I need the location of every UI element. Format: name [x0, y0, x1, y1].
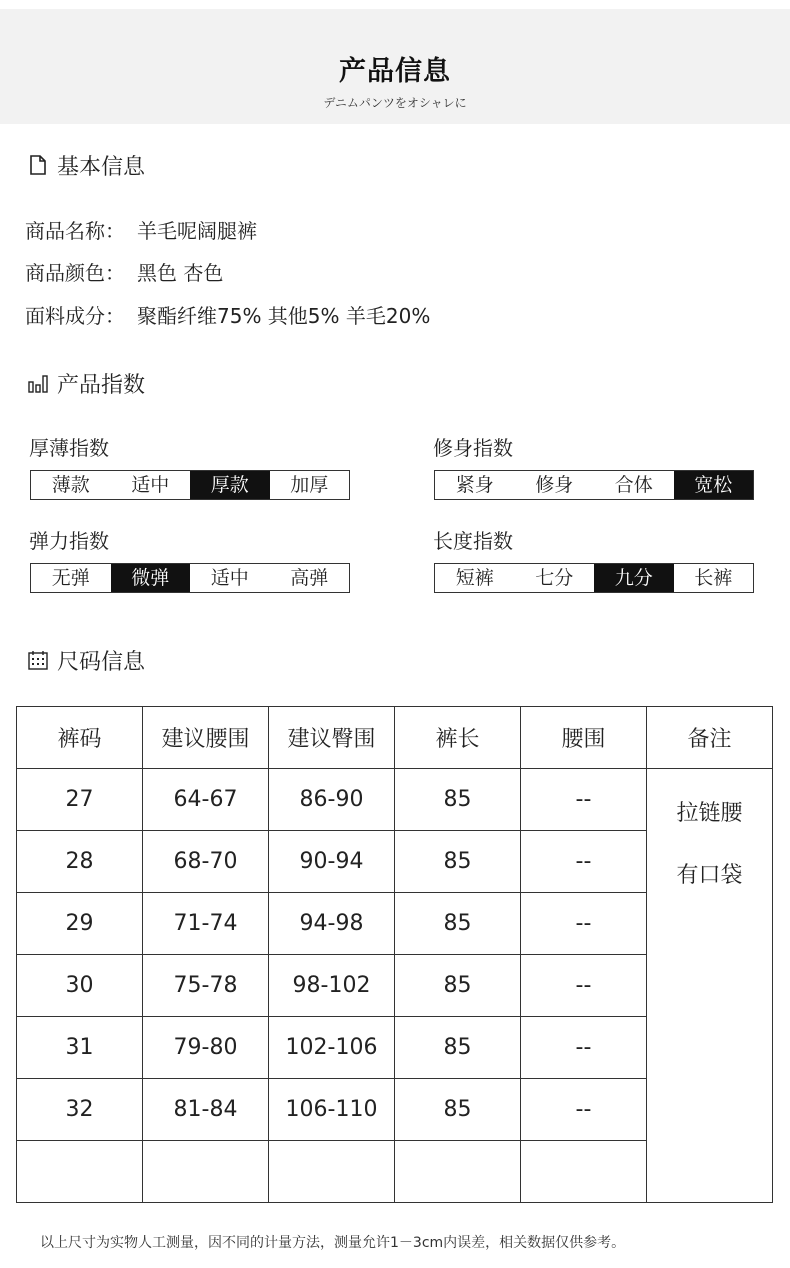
bar-chart-icon — [27, 372, 49, 394]
calendar-grid-icon — [27, 649, 49, 671]
remarks-cell — [647, 769, 773, 1203]
fit-option: 紧身 — [455, 474, 494, 496]
table-cell: 30 — [17, 955, 143, 1017]
header-banner — [0, 9, 790, 124]
length-option: 七分 — [535, 567, 574, 589]
table-cell — [269, 1141, 395, 1203]
table-cell: 85 — [395, 893, 521, 955]
table-cell: 98-102 — [269, 955, 395, 1017]
length-index-title: 长度指数 — [433, 529, 513, 553]
product-index-heading — [27, 368, 145, 398]
elasticity-option: 高弹 — [290, 567, 329, 589]
table-cell: 29 — [17, 893, 143, 955]
page-title: 产品信息 — [339, 56, 451, 87]
info-value: 聚酯纤维75% 其他5% 羊毛20% — [137, 304, 431, 328]
table-cell: 64-67 — [143, 769, 269, 831]
elasticity-option-selected: 微弹 — [111, 564, 191, 592]
length-option: 长裤 — [694, 567, 733, 589]
info-row-color — [25, 257, 223, 286]
table-cell — [17, 1141, 143, 1203]
length-option: 短裤 — [455, 567, 494, 589]
table-cell: 32 — [17, 1079, 143, 1141]
table-cell — [143, 1141, 269, 1203]
size-info-heading — [27, 645, 145, 675]
info-key: 商品名称： — [25, 219, 125, 243]
column-header: 建议腰围 — [143, 707, 269, 769]
table-cell: 79-80 — [143, 1017, 269, 1079]
fit-option: 合体 — [614, 474, 653, 496]
table-cell: 86-90 — [269, 769, 395, 831]
fit-option: 修身 — [535, 474, 574, 496]
table-cell: 85 — [395, 769, 521, 831]
info-value: 黑色 杏色 — [137, 261, 224, 285]
remark-line: 拉链腰 — [676, 801, 743, 826]
table-cell: -- — [521, 955, 647, 1017]
elasticity-option: 无弹 — [51, 567, 90, 589]
length-option-selected: 九分 — [594, 564, 674, 592]
fit-option-selected: 宽松 — [674, 471, 754, 499]
remark-line: 有口袋 — [676, 863, 743, 888]
table-cell: -- — [521, 769, 647, 831]
basic-info-title: 基本信息 — [57, 154, 146, 180]
table-cell: -- — [521, 831, 647, 893]
fit-index-title: 修身指数 — [433, 436, 513, 460]
thickness-scale — [30, 470, 350, 500]
table-cell — [521, 1141, 647, 1203]
table-cell: 85 — [395, 1017, 521, 1079]
fit-scale — [434, 470, 754, 500]
thickness-option: 加厚 — [290, 474, 329, 496]
column-header: 裤长 — [395, 707, 521, 769]
info-row-material — [25, 300, 430, 329]
table-cell: 31 — [17, 1017, 143, 1079]
thickness-option: 薄款 — [51, 474, 90, 496]
table-cell: 85 — [395, 831, 521, 893]
thickness-index-title: 厚薄指数 — [29, 436, 109, 460]
table-row — [17, 769, 773, 831]
table-cell: 102-106 — [269, 1017, 395, 1079]
table-cell — [395, 1141, 521, 1203]
elasticity-option: 适中 — [210, 567, 249, 589]
table-cell: 85 — [395, 955, 521, 1017]
table-cell: 85 — [395, 1079, 521, 1141]
length-scale — [434, 563, 754, 593]
document-icon — [27, 154, 49, 176]
thickness-option: 适中 — [131, 474, 170, 496]
table-header-row — [17, 707, 773, 769]
product-index-title: 产品指数 — [57, 372, 146, 398]
table-cell: 106-110 — [269, 1079, 395, 1141]
table-cell: 28 — [17, 831, 143, 893]
size-table — [16, 706, 773, 1203]
measurement-disclaimer: 以上尺寸为实物人工测量，因不同的计量方法，测量允许1－3cm内误差，相关数据仅供参考。 — [40, 1235, 626, 1251]
table-cell: 81-84 — [143, 1079, 269, 1141]
table-cell: -- — [521, 1079, 647, 1141]
table-cell: -- — [521, 893, 647, 955]
column-header: 建议臀围 — [269, 707, 395, 769]
table-cell: 94-98 — [269, 893, 395, 955]
page-subtitle: デニムパンツをオシャレに — [323, 96, 467, 110]
size-info-title: 尺码信息 — [57, 649, 146, 675]
basic-info-heading — [27, 150, 145, 180]
table-cell: 27 — [17, 769, 143, 831]
column-header: 裤码 — [17, 707, 143, 769]
info-value: 羊毛呢阔腿裤 — [137, 219, 257, 243]
info-row-name — [25, 215, 257, 244]
column-header: 腰围 — [521, 707, 647, 769]
table-cell: -- — [521, 1017, 647, 1079]
table-cell: 90-94 — [269, 831, 395, 893]
thickness-option-selected: 厚款 — [190, 471, 270, 499]
info-key: 商品颜色： — [25, 261, 125, 285]
info-key: 面料成分： — [25, 304, 125, 328]
column-header: 备注 — [647, 707, 773, 769]
elasticity-scale — [30, 563, 350, 593]
elasticity-index-title: 弹力指数 — [29, 529, 109, 553]
table-cell: 68-70 — [143, 831, 269, 893]
table-cell: 75-78 — [143, 955, 269, 1017]
table-cell: 71-74 — [143, 893, 269, 955]
